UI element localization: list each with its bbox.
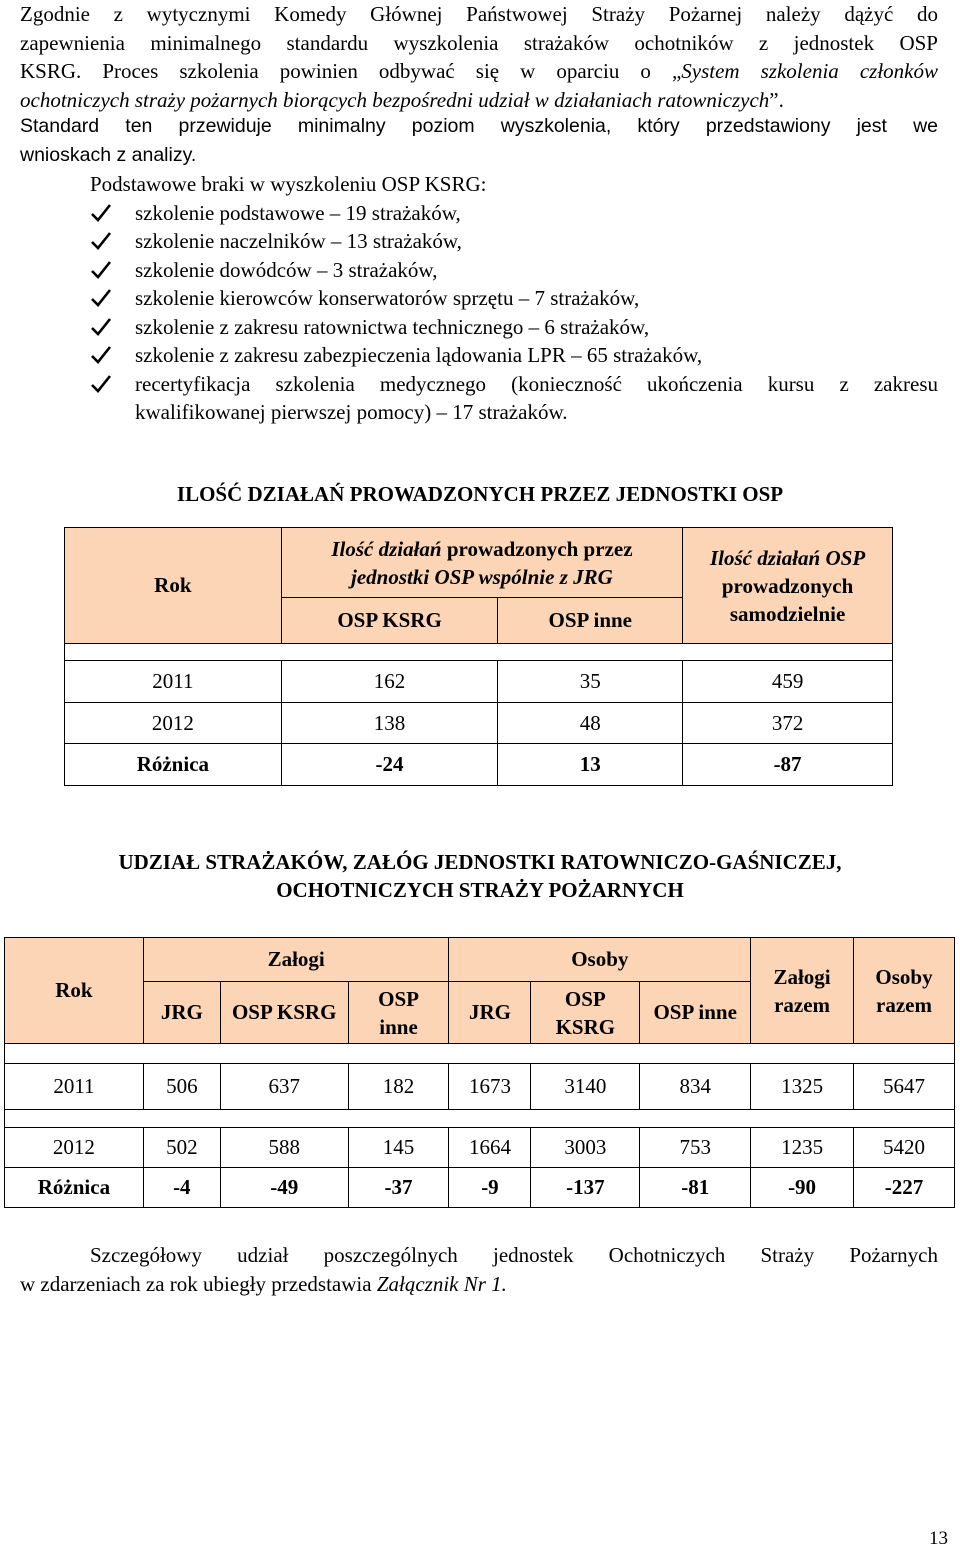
table2-title-line1: UDZIAŁ STRAŻAKÓW, ZAŁÓG JEDNOSTKI RATOWNICZO-GAŚNICZEJ, — [118, 850, 842, 874]
cell: 13 — [498, 744, 683, 786]
standard-line-2: wnioskach z analizy. — [20, 143, 197, 166]
system-title-part1: System szkolenia członków — [681, 59, 938, 83]
table-row-difference — [65, 744, 893, 786]
list-item-text: szkolenie z zakresu zabezpieczenia lądowania LPR – 65 strażaków, — [135, 343, 703, 367]
closing-line-2-text: w zdarzeniach za rok ubiegły przedstawia — [20, 1271, 377, 1296]
list-item — [90, 370, 938, 427]
cell: 1325 — [751, 1064, 854, 1110]
cell: 506 — [143, 1064, 220, 1110]
cell: 2011 — [65, 661, 282, 703]
cell: 459 — [683, 661, 893, 703]
page-number: 13 — [929, 1528, 948, 1549]
list-item-text: szkolenie kierowców konserwatorów sprzętu – 7 strażaków, — [135, 286, 640, 310]
list-item-text: szkolenie z zakresu ratownictwa technicznego – 6 strażaków, — [135, 314, 650, 339]
table-row — [5, 1128, 955, 1168]
cell: 588 — [220, 1128, 348, 1168]
cell: 1235 — [751, 1128, 854, 1168]
table2-header-crews-jrg: JRG — [143, 982, 220, 1044]
table2-header-crews-osp-ksrg: OSP KSRG — [220, 982, 348, 1044]
table2-header-persons-jrg: JRG — [449, 982, 531, 1044]
list-item-text: szkolenie podstawowe – 19 strażaków, — [135, 200, 461, 225]
cell: 1664 — [449, 1128, 531, 1168]
intro-line-2: zapewnienia minimalnego standardu wyszkolenia strażaków ochotników z jednostek OSP — [20, 30, 938, 55]
osp-inne-line2: inne — [379, 1014, 418, 1039]
cell: -81 — [640, 1168, 751, 1208]
closing-line-1: Szczegółowy udział poszczególnych jednostek Ochotniczych Straży Pożarnych — [90, 1243, 938, 1267]
checkmark-icon — [90, 313, 112, 341]
closing-paragraph — [20, 1241, 938, 1298]
intro-line-4 — [20, 86, 938, 115]
deficiencies-list — [90, 170, 938, 427]
table1-header-joint-italic: Ilość działań — [331, 536, 442, 561]
crews-total-line1: Załogi — [773, 964, 831, 989]
table2-header-persons: Osoby — [449, 938, 751, 982]
intro-line-3 — [20, 57, 938, 86]
cell: 182 — [348, 1064, 449, 1110]
table1-header-joint-italic-2: jednostki OSP wspólnie z JRG — [351, 564, 613, 589]
cell: 3140 — [531, 1064, 640, 1110]
cell: -87 — [683, 744, 893, 786]
personnel-table — [4, 937, 955, 1208]
list-item — [90, 313, 938, 342]
persons-total-line2: razem — [876, 992, 932, 1017]
cell: -49 — [220, 1168, 348, 1208]
cell: 145 — [348, 1128, 449, 1168]
table1-header-osp-inne: OSP inne — [498, 598, 683, 644]
standard-line-1: Standard ten przewiduje minimalny poziom wyszkolenia, który przedstawiony jest we — [20, 115, 938, 137]
table2-header-crews-total — [751, 938, 854, 1044]
table-row — [5, 1064, 955, 1110]
cell: 35 — [498, 661, 683, 703]
table1-header-independent-italic: Ilość działań OSP — [709, 545, 866, 570]
attachment-reference: Załącznik Nr 1. — [376, 1271, 507, 1296]
cell: 2012 — [5, 1128, 144, 1168]
cell: -37 — [348, 1168, 449, 1208]
checkmark-icon — [90, 199, 112, 227]
list-item-text: szkolenie naczelników – 13 strażaków, — [135, 229, 462, 253]
table2-title-line2: OCHOTNICZYCH STRAŻY POŻARNYCH — [276, 878, 684, 902]
cell: 2012 — [65, 703, 282, 744]
closing-line-2 — [20, 1270, 938, 1299]
table2-header-crews-osp-inne — [348, 982, 449, 1044]
cell: -90 — [751, 1168, 854, 1208]
cell: -137 — [531, 1168, 640, 1208]
osp-ksrg-line1: OSP — [564, 986, 606, 1011]
table2-title — [0, 848, 960, 904]
list-item-text-continued: kwalifikowanej pierwszej pomocy) – 17 strażaków. — [135, 400, 568, 424]
cell: Różnica — [5, 1168, 144, 1208]
cell: 834 — [640, 1064, 751, 1110]
cell: -9 — [449, 1168, 531, 1208]
closing-quote: ”. — [769, 87, 784, 112]
checkmark-icon — [90, 227, 112, 255]
cell: 138 — [281, 703, 498, 744]
table2-header-persons-osp-inne: OSP inne — [640, 982, 751, 1044]
cell: Różnica — [65, 744, 282, 786]
cell: 162 — [281, 661, 498, 703]
cell: 3003 — [531, 1128, 640, 1168]
table2-header-crews: Załogi — [143, 938, 449, 982]
system-title-part2: ochotniczych straży pożarnych biorących bezpośredni udział w działaniach ratowniczych — [20, 87, 770, 112]
table2-header-persons-osp-ksrg — [531, 982, 640, 1044]
table1-header-joint — [281, 528, 682, 598]
cell: 372 — [683, 703, 893, 744]
table1-header-osp-ksrg: OSP KSRG — [281, 598, 498, 644]
persons-total-line1: Osoby — [875, 964, 933, 989]
table2-header-year: Rok — [5, 938, 144, 1044]
list-item — [90, 256, 938, 285]
cell: 637 — [220, 1064, 348, 1110]
osp-inne-line1: OSP — [378, 986, 419, 1011]
cell: 5420 — [854, 1128, 955, 1168]
checkmark-icon — [90, 370, 112, 398]
table-row — [65, 703, 893, 744]
cell: 5647 — [854, 1064, 955, 1110]
cell: -24 — [281, 744, 498, 786]
intro-paragraph — [20, 0, 938, 114]
table1-header-year: Rok — [65, 528, 282, 644]
table2-header-persons-total — [854, 938, 955, 1044]
checkmark-icon — [90, 256, 112, 284]
table-row — [65, 661, 893, 703]
cell: 2011 — [5, 1064, 144, 1110]
table1-header-independent — [683, 528, 893, 644]
cell: -4 — [143, 1168, 220, 1208]
cell: 502 — [143, 1128, 220, 1168]
cell: -227 — [854, 1168, 955, 1208]
list-item — [90, 227, 938, 256]
deficiencies-intro: Podstawowe braki w wyszkoleniu OSP KSRG: — [90, 172, 487, 196]
intro-line-1: Zgodnie z wytycznymi Komedy Głównej Państwowej Straży Pożarnej należy dążyć do — [20, 2, 938, 26]
cell: 1673 — [449, 1064, 531, 1110]
osp-ksrg-line2: KSRG — [555, 1014, 616, 1039]
checkmark-icon — [90, 284, 112, 312]
list-item-text: szkolenie dowódców – 3 strażaków, — [135, 257, 438, 282]
table1-title: ILOŚĆ DZIAŁAŃ PROWADZONYCH PRZEZ JEDNOSTKI OSP — [176, 482, 784, 506]
cell: 48 — [498, 703, 683, 744]
list-item — [90, 199, 938, 228]
intro-line-3-text: KSRG. Proces szkolenia powinien odbywać się w oparciu o „ — [20, 59, 682, 83]
list-item — [90, 341, 938, 370]
table-row-difference — [5, 1168, 955, 1208]
cell: 753 — [640, 1128, 751, 1168]
list-item-text: recertyfikacja szkolenia medycznego (konieczność ukończenia kursu z zakresu — [135, 371, 938, 396]
list-item — [90, 284, 938, 313]
table1-header-joint-normal: prowadzonych przez — [441, 536, 633, 561]
standard-paragraph — [20, 112, 938, 169]
crews-total-line2: razem — [774, 992, 831, 1017]
actions-table — [64, 527, 893, 786]
table1-header-independent-line2: prowadzonych — [721, 573, 854, 598]
checkmark-icon — [90, 341, 112, 369]
table1-header-independent-line3: samodzielnie — [729, 601, 846, 626]
